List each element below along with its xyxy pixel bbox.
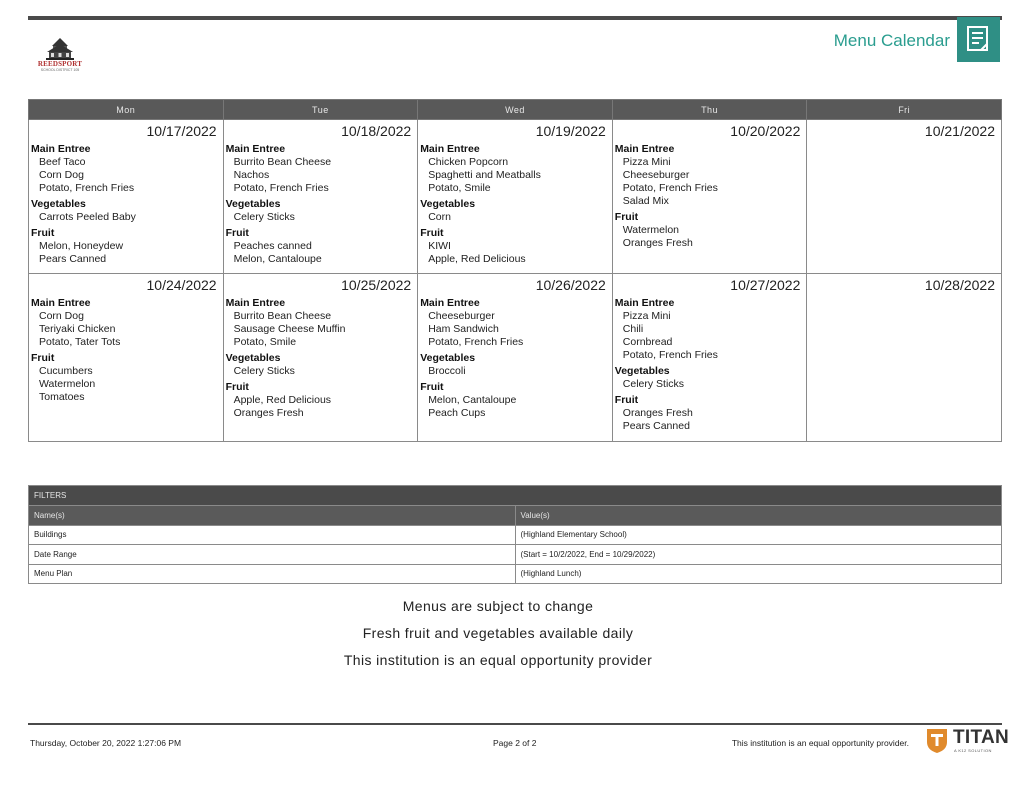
- menu-category: Main Entree: [31, 143, 91, 155]
- calendar-day-cell: [807, 120, 1002, 274]
- menu-category: Main Entree: [31, 297, 91, 309]
- menu-item: Chili: [622, 323, 644, 335]
- menu-item: Oranges Fresh: [622, 237, 693, 249]
- footer-equal-opportunity: This institution is an equal opportunity provider.: [731, 738, 909, 748]
- menu-item: Teriyaki Chicken: [39, 323, 116, 335]
- menu-item: Celery Sticks: [622, 378, 685, 390]
- menu-item: Potato, French Fries: [622, 349, 718, 361]
- section-gap: [226, 266, 416, 268]
- menu-item: Corn: [428, 211, 451, 223]
- menu-item: Tomatoes: [39, 391, 85, 403]
- weekday-header: Wed: [418, 100, 613, 120]
- day-date: 10/20/2022: [730, 123, 801, 139]
- weekday-header: Thu: [612, 100, 807, 120]
- day-date: 10/28/2022: [924, 277, 995, 293]
- menu-item: Potato, French Fries: [39, 182, 135, 194]
- logo-text: REEDSPORT: [37, 60, 83, 68]
- menu-item: Apple, Red Delicious: [233, 394, 332, 406]
- menu-item: Melon, Cantaloupe: [428, 394, 517, 406]
- page-title: Menu Calendar: [833, 31, 950, 50]
- menu-item: Apple, Red Delicious: [428, 253, 526, 265]
- bottom-rule: [28, 723, 1002, 725]
- filter-name: Date Range: [29, 545, 516, 565]
- menu-category: Vegetables: [420, 352, 476, 364]
- menu-item: Melon, Cantaloupe: [233, 253, 322, 265]
- filter-name: Menu Plan: [29, 564, 516, 584]
- menu-item: Potato, Smile: [233, 336, 297, 348]
- filter-name: Buildings: [29, 525, 516, 545]
- filters-title: FILTERS: [29, 486, 1002, 506]
- menu-category: Fruit: [614, 211, 639, 223]
- footer-page-number: Page 2 of 2: [493, 738, 537, 748]
- menu-item: Broccoli: [428, 365, 466, 377]
- day-date: 10/17/2022: [146, 123, 217, 139]
- day-date: 10/21/2022: [924, 123, 995, 139]
- calendar-day-cell: [29, 120, 224, 274]
- menu-item: Potato, French Fries: [233, 182, 329, 194]
- menu-calendar-badge: [957, 17, 1000, 62]
- day-date: 10/19/2022: [535, 123, 606, 139]
- menu-category: Fruit: [31, 227, 55, 239]
- menu-category: Main Entree: [225, 297, 286, 309]
- menu-item: Potato, French Fries: [622, 182, 718, 194]
- notice-subject-to-change: Menus are subject to change: [402, 598, 594, 614]
- filters-table: [28, 485, 1002, 584]
- filters-column-header-row: [29, 506, 1002, 526]
- section-gap: [615, 433, 805, 435]
- menu-item: Pears Canned: [39, 253, 107, 265]
- menu-item: Nachos: [233, 169, 270, 181]
- notice-fresh-produce: Fresh fruit and vegetables available daily: [362, 625, 634, 641]
- calendar-week-row: [29, 274, 1002, 442]
- menu-item: Pizza Mini: [622, 156, 671, 168]
- day-date: 10/26/2022: [535, 277, 606, 293]
- table-row: [29, 545, 1002, 565]
- filter-value: (Start = 10/2/2022, End = 10/29/2022): [515, 545, 1002, 565]
- section-gap: [420, 420, 610, 422]
- weekday-header: Mon: [29, 100, 224, 120]
- menu-item: Carrots Peeled Baby: [39, 211, 136, 223]
- section-gap: [31, 404, 221, 406]
- menu-item: Cheeseburger: [622, 169, 690, 181]
- menu-item: Peach Cups: [428, 407, 486, 419]
- titan-brand-sub: A K12 SOLUTION: [954, 748, 992, 753]
- titan-brand: TITAN: [953, 727, 1010, 748]
- calendar-day-cell: [418, 120, 613, 274]
- top-rule: [28, 16, 1002, 20]
- weekday-header: Tue: [223, 100, 418, 120]
- menu-item: Salad Mix: [622, 195, 669, 207]
- menu-category: Fruit: [225, 227, 249, 239]
- day-date: 10/27/2022: [730, 277, 801, 293]
- section-gap: [31, 266, 221, 268]
- section-gap: [226, 420, 416, 422]
- menu-category: Main Entree: [614, 143, 675, 155]
- calendar-day-cell: [418, 274, 613, 442]
- menu-category: Main Entree: [614, 297, 675, 309]
- notice-equal-opportunity: This institution is an equal opportunity provider: [343, 652, 653, 668]
- table-row: [29, 564, 1002, 584]
- calendar-day-cell: [612, 120, 807, 274]
- filters-col-value: Value(s): [515, 506, 1002, 526]
- menu-item: Watermelon: [39, 378, 96, 390]
- filter-value: (Highland Lunch): [515, 564, 1002, 584]
- calendar-day-cell: [29, 274, 224, 442]
- menu-item: Celery Sticks: [233, 365, 295, 377]
- menu-item: Corn Dog: [39, 310, 84, 322]
- day-date: 10/25/2022: [341, 277, 412, 293]
- day-date: 10/18/2022: [341, 123, 412, 139]
- menu-category: Vegetables: [614, 365, 670, 377]
- calendar-day-cell: [223, 120, 418, 274]
- section-gap: [420, 266, 610, 268]
- logo-subtext: SCHOOL DISTRICT 105: [40, 68, 80, 72]
- menu-item: Spaghetti and Meatballs: [428, 169, 541, 181]
- menu-item: Ham Sandwich: [428, 323, 499, 335]
- footer-timestamp: Thursday, October 20, 2022 1:27:06 PM: [30, 738, 182, 748]
- menu-category: Fruit: [420, 227, 444, 239]
- weekday-header-row: [29, 100, 1002, 120]
- menu-item: Watermelon: [622, 224, 679, 236]
- calendar-week-row: [29, 120, 1002, 274]
- calendar-day-cell: [807, 274, 1002, 442]
- menu-item: Burrito Bean Cheese: [233, 310, 332, 322]
- menu-item: Celery Sticks: [233, 211, 295, 223]
- section-gap: [615, 250, 805, 252]
- table-row: [29, 525, 1002, 545]
- menu-item: Corn Dog: [39, 169, 84, 181]
- menu-item: Oranges Fresh: [622, 407, 693, 419]
- menu-item: Cucumbers: [39, 365, 93, 377]
- menu-category: Main Entree: [420, 143, 480, 155]
- day-date: 10/24/2022: [146, 277, 217, 293]
- calendar-day-cell: [223, 274, 418, 442]
- menu-category: Fruit: [614, 394, 639, 406]
- menu-category: Fruit: [225, 381, 249, 393]
- menu-item: Peaches canned: [233, 240, 312, 252]
- titan-shield-icon: [926, 728, 948, 754]
- filter-value: (Highland Elementary School): [515, 525, 1002, 545]
- menu-category: Fruit: [31, 352, 55, 364]
- menu-item: Potato, Smile: [428, 182, 491, 194]
- menu-item: Beef Taco: [39, 156, 86, 168]
- filters-title-row: [29, 486, 1002, 506]
- menu-item: Cornbread: [622, 336, 673, 348]
- menu-category: Vegetables: [420, 198, 476, 210]
- calendar-day-cell: [612, 274, 807, 442]
- menu-item: Pears Canned: [622, 420, 690, 432]
- menu-item: Chicken Popcorn: [428, 156, 509, 168]
- weekday-header: Fri: [807, 100, 1002, 120]
- menu-category: Fruit: [420, 381, 444, 393]
- menu-item: Potato, French Fries: [428, 336, 524, 348]
- menu-item: Cheeseburger: [428, 310, 495, 322]
- menu-calendar-table: [28, 99, 1002, 442]
- menu-category: Vegetables: [225, 198, 281, 210]
- menu-category: Main Entree: [225, 143, 286, 155]
- menu-item: Pizza Mini: [622, 310, 671, 322]
- menu-category: Vegetables: [31, 198, 86, 210]
- menu-category: Vegetables: [225, 352, 281, 364]
- menu-item: Melon, Honeydew: [39, 240, 124, 252]
- menu-item: Potato, Tater Tots: [39, 336, 121, 348]
- document-icon: [966, 25, 991, 53]
- menu-item: Burrito Bean Cheese: [233, 156, 332, 168]
- menu-item: Sausage Cheese Muffin: [233, 323, 346, 335]
- menu-category: Main Entree: [420, 297, 480, 309]
- menu-item: Oranges Fresh: [233, 407, 304, 419]
- menu-item: KIWI: [428, 240, 451, 252]
- filters-col-name: Name(s): [29, 506, 516, 526]
